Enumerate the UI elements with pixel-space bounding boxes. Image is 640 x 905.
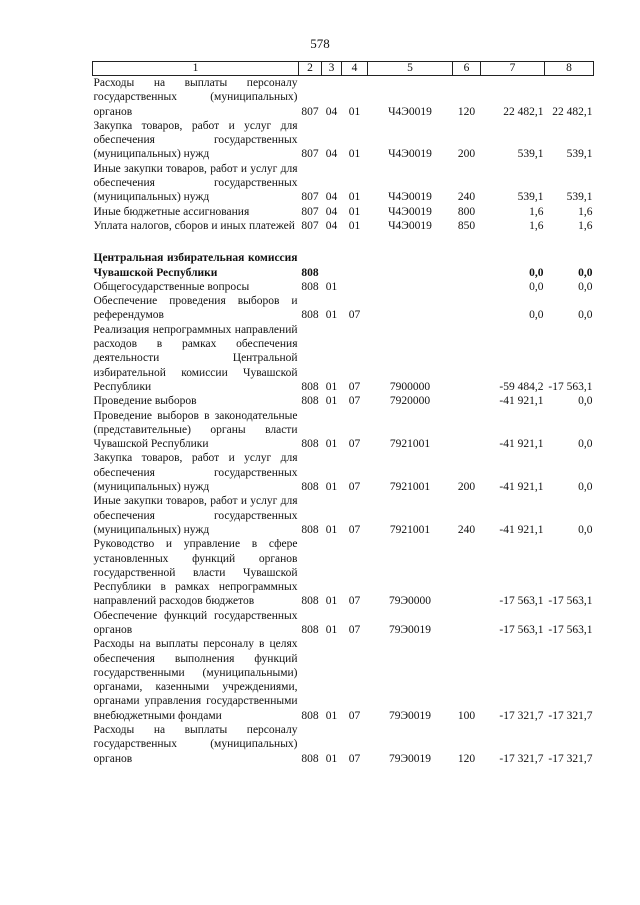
table-body: [93, 76, 594, 766]
table-row: [93, 494, 594, 537]
subsection-code-cell: 07: [348, 395, 361, 408]
subsection-code-cell: [342, 251, 368, 280]
section-code-cell: 01: [325, 309, 338, 322]
expense-type-cell: 100: [457, 709, 476, 722]
row-name-cell: Реализация непрограммных направлений расходов в рамках обеспечения деятельности Центральной избирательной комиссии Чувашской Республики: [93, 323, 298, 393]
table-row: [93, 409, 594, 452]
amount-year2-cell: 539,1: [566, 148, 593, 161]
section-code-cell: 01: [325, 395, 338, 408]
expense-type-cell: [453, 409, 481, 452]
amount-year1-cell: 539,1: [517, 148, 544, 161]
expense-type-cell: [453, 537, 481, 608]
subsection-code-cell: 07: [348, 595, 361, 608]
amount-year2-cell: 0,0: [578, 309, 593, 322]
target-article-cell: 7920000: [389, 395, 431, 408]
expense-type-cell: 120: [457, 752, 476, 765]
column-header: 7: [481, 62, 545, 76]
amount-year2-cell: 0,0: [578, 280, 593, 293]
subsection-code-cell: [342, 280, 368, 294]
section-code-cell: 01: [325, 438, 338, 451]
table-row: [93, 251, 594, 280]
spacer-row: [93, 233, 594, 251]
ministry-code-cell: 808: [301, 523, 319, 536]
ministry-code-cell: 808: [301, 709, 319, 722]
ministry-code-cell: 808: [301, 380, 319, 393]
amount-year1-cell: 1,6: [529, 205, 544, 218]
subsection-code-cell: 01: [348, 219, 361, 232]
column-header: 4: [342, 62, 368, 76]
section-code-cell: 04: [325, 105, 338, 118]
row-name-cell: Центральная избирательная комиссия Чувашской Республики: [93, 252, 298, 279]
ministry-code-cell: 808: [301, 309, 319, 322]
ministry-code-cell: 807: [301, 148, 319, 161]
row-name-cell: Проведение выборов в законодательные (представительные) органы власти Чувашской Республики: [93, 409, 298, 451]
amount-year2-cell: -17 563,1: [548, 380, 593, 393]
row-name-cell: Иные закупки товаров, работ и услуг для обеспечения государственных (муниципальных) нужд: [93, 162, 298, 204]
target-article-cell: 79Э0019: [388, 709, 432, 722]
ministry-code-cell: 808: [301, 752, 319, 765]
subsection-code-cell: 01: [348, 148, 361, 161]
target-article-cell: 7921001: [389, 438, 431, 451]
column-header: 1: [93, 62, 299, 76]
subsection-code-cell: 07: [348, 481, 361, 494]
column-header: 2: [299, 62, 322, 76]
amount-year1-cell: -59 484,2: [499, 380, 544, 393]
column-header: 5: [368, 62, 453, 76]
table-row: [93, 723, 594, 766]
row-name-cell: Закупка товаров, работ и услуг для обеспечения государственных (муниципальных) нужд: [93, 452, 298, 494]
table-row: [93, 162, 594, 205]
amount-year2-cell: -17 563,1: [548, 595, 593, 608]
table-row: [93, 451, 594, 494]
column-header: 6: [453, 62, 481, 76]
ministry-code-cell: 808: [301, 280, 319, 293]
amount-year2-cell: 0,0: [578, 266, 593, 279]
table-row: [93, 394, 594, 408]
column-header: 3: [322, 62, 342, 76]
expense-type-cell: 240: [457, 191, 476, 204]
expense-type-cell: [453, 294, 481, 323]
subsection-code-cell: 01: [348, 191, 361, 204]
amount-year1-cell: -41 921,1: [499, 523, 544, 536]
target-article-cell: 7900000: [389, 380, 431, 393]
target-article-cell: Ч4Э0019: [388, 148, 432, 161]
target-article-cell: Ч4Э0019: [388, 205, 432, 218]
table-row: [93, 537, 594, 608]
target-article-cell: 79Э0019: [388, 623, 432, 636]
amount-year1-cell: -17 563,1: [499, 623, 544, 636]
section-code-cell: 01: [325, 523, 338, 536]
target-article-cell: 79Э0000: [388, 595, 432, 608]
expense-type-cell: 200: [457, 481, 476, 494]
subsection-code-cell: 07: [348, 623, 361, 636]
amount-year1-cell: 0,0: [529, 266, 544, 279]
target-article-cell: 7921001: [389, 481, 431, 494]
section-code-cell: 04: [325, 219, 338, 232]
section-code-cell: 01: [325, 280, 338, 293]
subsection-code-cell: 07: [348, 309, 361, 322]
row-name-cell: Проведение выборов: [93, 395, 197, 408]
table-row: [93, 637, 594, 723]
amount-year1-cell: -41 921,1: [499, 481, 544, 494]
amount-year2-cell: 22 482,1: [552, 105, 593, 118]
table-row: [93, 119, 594, 162]
subsection-code-cell: 01: [348, 205, 361, 218]
table-row: [93, 280, 594, 294]
amount-year1-cell: -41 921,1: [499, 438, 544, 451]
table-header-row: [93, 62, 594, 76]
target-article-cell: Ч4Э0019: [388, 219, 432, 232]
expense-type-cell: 850: [457, 219, 476, 232]
subsection-code-cell: 01: [348, 105, 361, 118]
ministry-code-cell: 808: [301, 438, 319, 451]
row-name-cell: Общегосударственные вопросы: [93, 280, 250, 293]
amount-year1-cell: 539,1: [517, 191, 544, 204]
amount-year2-cell: -17 321,7: [548, 752, 593, 765]
target-article-cell: 7921001: [389, 523, 431, 536]
table-row: [93, 323, 594, 394]
ministry-code-cell: 808: [301, 266, 319, 279]
table-row: [93, 294, 594, 323]
target-article-cell: 79Э0019: [388, 752, 432, 765]
expense-type-cell: [453, 251, 481, 280]
expense-type-cell: 120: [457, 105, 476, 118]
amount-year1-cell: -17 321,7: [499, 709, 544, 722]
section-code-cell: 04: [325, 205, 338, 218]
section-code-cell: 04: [325, 191, 338, 204]
expense-type-cell: [453, 280, 481, 294]
section-code-cell: 01: [325, 752, 338, 765]
expense-type-cell: [453, 323, 481, 394]
row-name-cell: Расходы на выплаты персоналу государственных (муниципальных) органов: [93, 724, 298, 765]
budget-table: [92, 61, 594, 766]
table-row: [93, 219, 594, 233]
amount-year2-cell: 539,1: [566, 191, 593, 204]
section-code-cell: 01: [325, 380, 338, 393]
subsection-code-cell: 07: [348, 752, 361, 765]
column-header: 8: [545, 62, 594, 76]
ministry-code-cell: 808: [301, 595, 319, 608]
target-article-cell: Ч4Э0019: [388, 105, 432, 118]
section-code-cell: 01: [325, 623, 338, 636]
ministry-code-cell: 807: [301, 105, 319, 118]
amount-year2-cell: 0,0: [578, 481, 593, 494]
amount-year2-cell: 0,0: [578, 438, 593, 451]
expense-type-cell: 800: [457, 205, 476, 218]
target-article-cell: Ч4Э0019: [388, 191, 432, 204]
ministry-code-cell: 807: [301, 205, 319, 218]
ministry-code-cell: 808: [301, 481, 319, 494]
amount-year2-cell: 1,6: [578, 205, 593, 218]
row-name-cell: Иные бюджетные ассигнования: [93, 205, 250, 218]
spacer-cell: [93, 233, 594, 251]
amount-year1-cell: -41 921,1: [499, 395, 544, 408]
ministry-code-cell: 808: [301, 623, 319, 636]
amount-year1-cell: 0,0: [529, 309, 544, 322]
subsection-code-cell: 07: [348, 380, 361, 393]
table-row: [93, 609, 594, 638]
section-code-cell: 04: [325, 148, 338, 161]
table-row: [93, 205, 594, 219]
amount-year1-cell: -17 563,1: [499, 595, 544, 608]
amount-year1-cell: -17 321,7: [499, 752, 544, 765]
ministry-code-cell: 807: [301, 219, 319, 232]
row-name-cell: Уплата налогов, сборов и иных платежей: [93, 219, 295, 232]
amount-year2-cell: -17 563,1: [548, 623, 593, 636]
page-number: 578: [310, 36, 330, 51]
row-name-cell: Обеспечение проведения выборов и референдумов: [93, 295, 298, 322]
row-name-cell: Иные закупки товаров, работ и услуг для обеспечения государственных (муниципальных) нужд: [93, 495, 298, 536]
target-article-cell: [368, 294, 453, 323]
expense-type-cell: 200: [457, 148, 476, 161]
section-code-cell: 01: [325, 595, 338, 608]
ministry-code-cell: 807: [301, 191, 319, 204]
section-code-cell: [322, 251, 342, 280]
expense-type-cell: [453, 394, 481, 408]
expense-type-cell: [453, 609, 481, 638]
subsection-code-cell: 07: [348, 438, 361, 451]
ministry-code-cell: 808: [301, 395, 319, 408]
amount-year2-cell: 1,6: [578, 219, 593, 232]
target-article-cell: [368, 280, 453, 294]
amount-year2-cell: -17 321,7: [548, 709, 593, 722]
subsection-code-cell: 07: [348, 523, 361, 536]
target-article-cell: [368, 251, 453, 280]
amount-year2-cell: 0,0: [578, 395, 593, 408]
amount-year2-cell: 0,0: [578, 523, 593, 536]
row-name-cell: Расходы на выплаты персоналу государственных (муниципальных) органов: [93, 77, 298, 118]
row-name-cell: Руководство и управление в сфере установленных функций органов государственной власти Чувашской Республики в рамках непрограммных направлений расходов бюджетов: [93, 538, 298, 608]
amount-year1-cell: 0,0: [529, 280, 544, 293]
section-code-cell: 01: [325, 481, 338, 494]
subsection-code-cell: 07: [348, 709, 361, 722]
expense-type-cell: 240: [457, 523, 476, 536]
row-name-cell: Расходы на выплаты персоналу в целях обеспечения выполнения функций государственными (муниципальными) органами, казенными учреждениями, органами управления государственными внебюджетными фондами: [93, 638, 298, 722]
section-code-cell: 01: [325, 709, 338, 722]
row-name-cell: Обеспечение функций государственных органов: [93, 609, 298, 636]
amount-year1-cell: 22 482,1: [503, 105, 544, 118]
row-name-cell: Закупка товаров, работ и услуг для обеспечения государственных (муниципальных) нужд: [93, 119, 298, 161]
amount-year1-cell: 1,6: [529, 219, 544, 232]
table-row: [93, 76, 594, 119]
